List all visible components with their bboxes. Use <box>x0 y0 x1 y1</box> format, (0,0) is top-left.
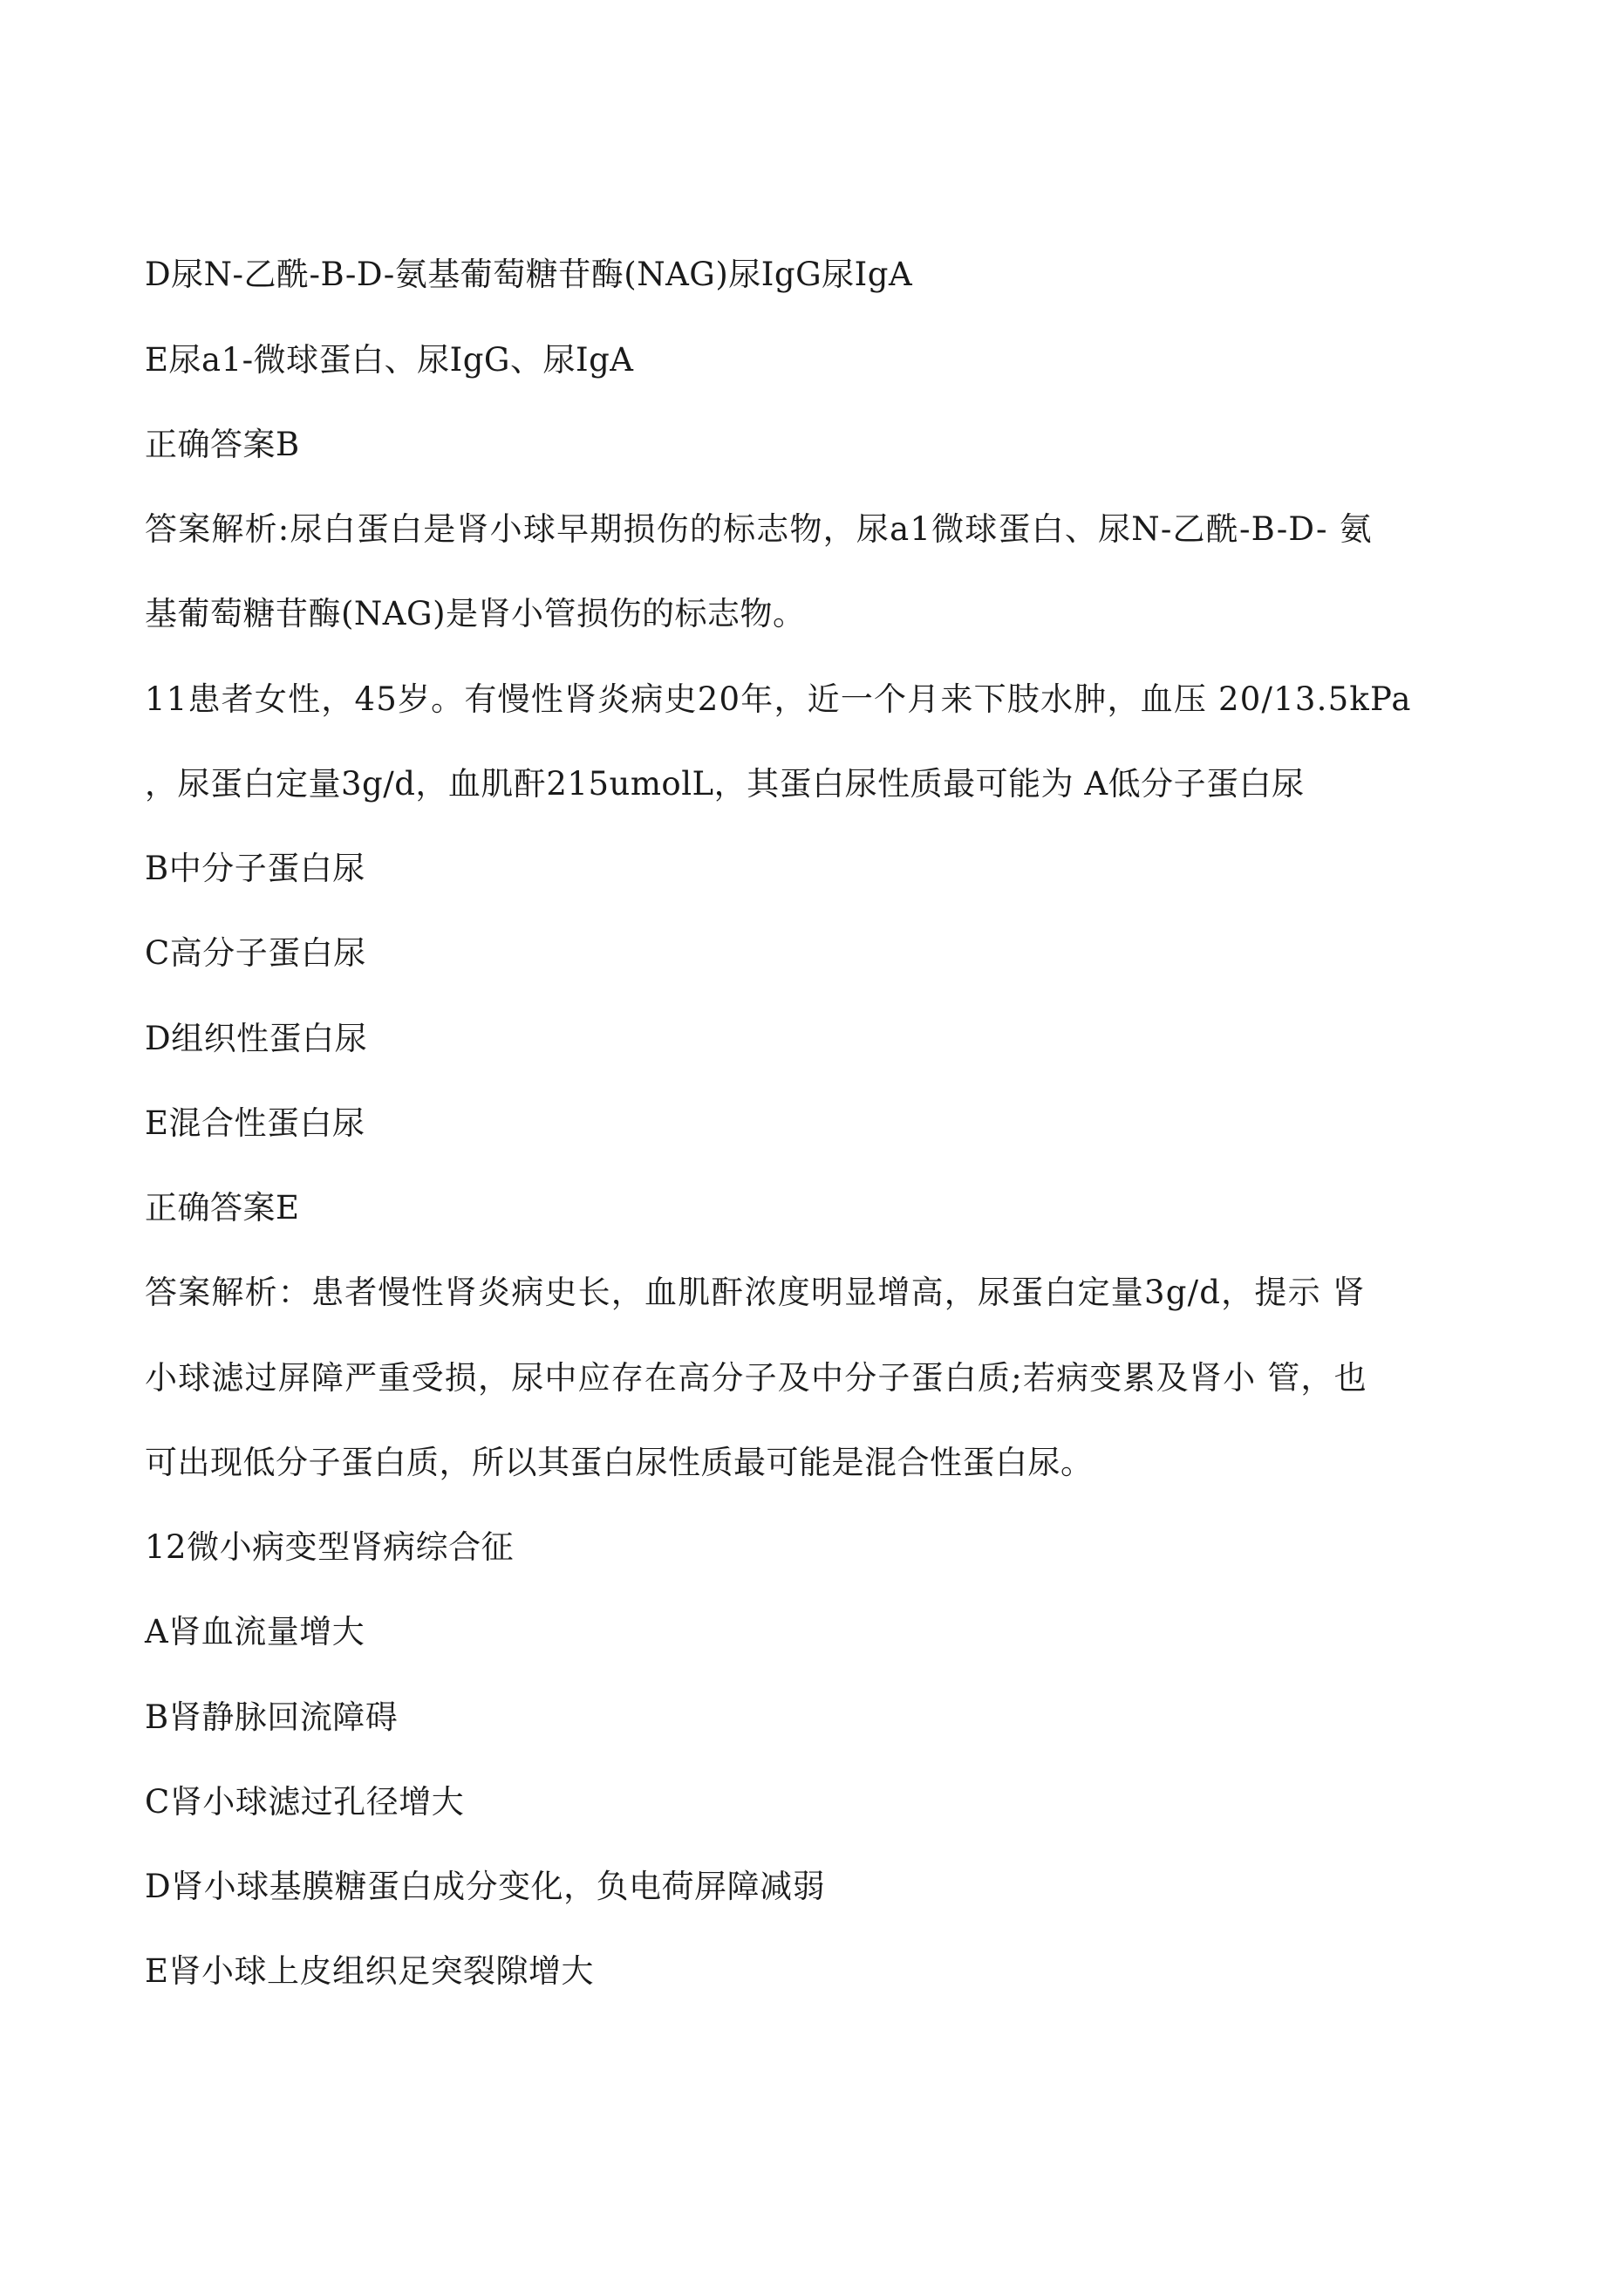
option-b-line: B肾静脉回流障碍 <box>145 1698 399 1736</box>
option-e-line: E肾小球上皮组织足突裂隙增大 <box>145 1952 595 1990</box>
option-d-line: D尿N-乙酰-B-D-氨基葡萄糖苷酶(NAG)尿IgG尿IgA <box>145 256 913 293</box>
answer-analysis-line: 答案解析:尿白蛋白是肾小球早期损伤的标志物，尿a1微球蛋白、尿N-乙酰-B-D- 氨 <box>145 510 1373 548</box>
option-b-line: B中分子蛋白尿 <box>145 850 365 887</box>
question-line: 11患者女性，45岁。有慢性肾炎病史20年，近一个月来下肢水肿，血压 20/13.5kPa <box>145 680 1412 718</box>
option-a-line: A肾血流量增大 <box>145 1613 365 1650</box>
answer-analysis-line: 小球滤过屏障严重受损，尿中应存在高分子及中分子蛋白质;若病变累及肾小 管，也 <box>145 1359 1367 1397</box>
answer-analysis-line: 基葡萄糖苷酶(NAG)是肾小管损伤的标志物。 <box>145 595 806 632</box>
option-d-line: D肾小球基膜糖蛋白成分变化，负电荷屏障减弱 <box>145 1868 826 1905</box>
answer-analysis-line: 答案解析：患者慢性肾炎病史长，血肌酐浓度明显增高，尿蛋白定量3g/d，提示 肾 <box>145 1274 1366 1311</box>
question-line: ，尿蛋白定量3g/d，血肌酐215umolL，其蛋白尿性质最可能为 A低分子蛋白尿 <box>145 765 1305 803</box>
answer-analysis-line: 可出现低分子蛋白质，所以其蛋白尿性质最可能是混合性蛋白尿。 <box>145 1444 1094 1481</box>
option-e-line: E混合性蛋白尿 <box>145 1104 365 1142</box>
question-line: 12微小病变型肾病综合征 <box>145 1528 515 1566</box>
option-e-line: E尿a1-微球蛋白、尿IgG、尿IgA <box>145 341 634 379</box>
option-c-line: C高分子蛋白尿 <box>145 934 366 972</box>
correct-answer-line: 正确答案E <box>145 1189 300 1227</box>
correct-answer-line: 正确答案B <box>145 426 300 463</box>
option-c-line: C肾小球滤过孔径增大 <box>145 1783 465 1821</box>
option-d-line: D组织性蛋白尿 <box>145 1020 368 1057</box>
